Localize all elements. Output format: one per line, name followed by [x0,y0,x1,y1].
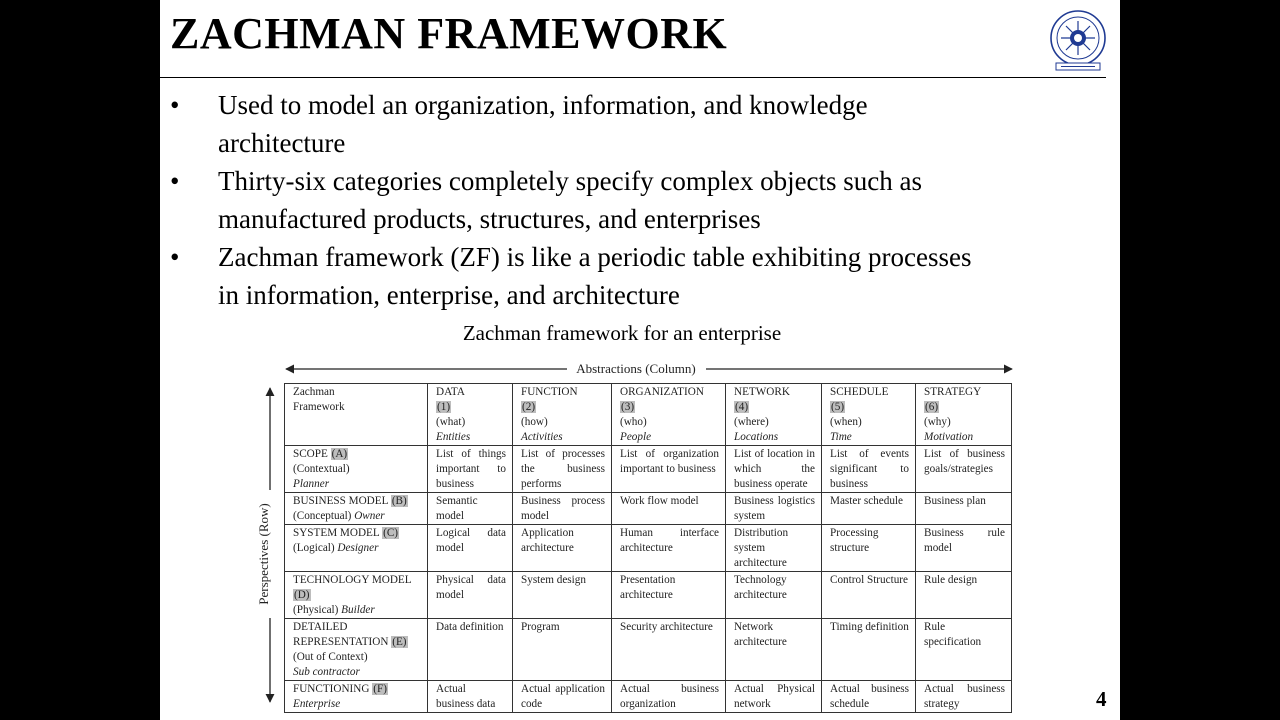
table-cell: Actual application code [513,681,612,713]
table-cell: Security architecture [612,619,726,681]
row-header: FUNCTIONING (F) Enterprise [285,681,428,713]
column-axis-label: Abstractions (Column) [576,361,696,376]
column-header: FUNCTION (2) (how) Activities [513,384,612,446]
figure-caption: Zachman framework for an enterprise [462,321,782,345]
bullet-item [170,238,1115,314]
table-row [285,525,1012,572]
table-cell: Program [513,619,612,681]
table-cell: List of organization important to business [612,446,726,493]
table-cell: Human interface architecture [612,525,726,572]
row-header: SCOPE (A) (Contextual) Planner [285,446,428,493]
table-cell: Semantic model [428,493,513,525]
bullet-symbol: • [170,242,180,272]
table-cell: Physical data model [428,572,513,619]
table-cell: Presentation architecture [612,572,726,619]
table-cell: List of processes the business performs [513,446,612,493]
bullet-line: manufactured products, structures, and enterprises [218,204,761,234]
column-header: STRATEGY (6) (why) Motivation [916,384,1012,446]
table-cell: Distribution system architecture [726,525,822,572]
table-cell: System design [513,572,612,619]
table-cell: Logical data model [428,525,513,572]
row-axis-label: Perspectives (Row) [256,503,271,605]
bullet-symbol: • [170,90,180,120]
page-number: 4 [1096,687,1107,711]
row-header: DETAILED REPRESENTATION (E) (Out of Context) Sub contractor [285,619,428,681]
table-cell: Actual business strategy [916,681,1012,713]
table-cell: Actual business data [428,681,513,713]
table-cell: Rule design [916,572,1012,619]
table-cell: Rule specification [916,619,1012,681]
column-header: NETWORK (4) (where) Locations [726,384,822,446]
table-cell: List of events significant to business [822,446,916,493]
bullet-item [170,86,1115,162]
table-cell: List of business goals/strategies [916,446,1012,493]
zachman-table [284,383,1012,713]
table-row [285,681,1012,713]
table-cell: Actual business schedule [822,681,916,713]
title-divider [160,77,1106,78]
bullet-line: architecture [218,128,346,158]
row-header: SYSTEM MODEL (C) (Logical) Designer [285,525,428,572]
table-cell: Processing structure [822,525,916,572]
table-cell: Actual business organization [612,681,726,713]
table-cell: Actual Physical network [726,681,822,713]
bullet-line: Thirty-six categories completely specify complex objects such as [218,166,923,196]
column-axis [284,358,1014,378]
table-cell: Master schedule [822,493,916,525]
table-cell: Data definition [428,619,513,681]
row-axis [256,386,280,704]
slide [160,0,1120,720]
column-header: ORGANIZATION (3) (who) People [612,384,726,446]
table-cell: Business rule model [916,525,1012,572]
bullet-line: in information, enterprise, and architecture [218,280,680,310]
table-cell: Business plan [916,493,1012,525]
table-cell: Business process model [513,493,612,525]
table-cell: Work flow model [612,493,726,525]
column-header: SCHEDULE (5) (when) Time [822,384,916,446]
table-row [285,446,1012,493]
table-cell: List of things important to business [428,446,513,493]
institute-seal-logo [1049,9,1107,71]
table-cell: Business logistics system [726,493,822,525]
bullet-item [170,162,1115,238]
header-row [285,384,1012,446]
table-cell: Application architecture [513,525,612,572]
column-header: DATA (1) (what) Entities [428,384,513,446]
table-cell: Control Structure [822,572,916,619]
table-cell: Network architecture [726,619,822,681]
slide-title: ZACHMAN FRAMEWORK [170,9,728,58]
table-cell: List of location in which the business operate [726,446,822,493]
corner-cell: Zachman Framework [285,384,428,446]
bullet-list [170,86,1115,314]
table-row [285,572,1012,619]
bullet-line: Zachman framework (ZF) is like a periodic table exhibiting processes [218,242,972,272]
row-header: TECHNOLOGY MODEL (D) (Physical) Builder [285,572,428,619]
row-header: BUSINESS MODEL (B) (Conceptual) Owner [285,493,428,525]
bullet-line: Used to model an organization, information, and knowledge [218,90,868,120]
table-cell: Timing definition [822,619,916,681]
table-row [285,619,1012,681]
bullet-symbol: • [170,166,180,196]
table-cell: Technology architecture [726,572,822,619]
table-row [285,493,1012,525]
